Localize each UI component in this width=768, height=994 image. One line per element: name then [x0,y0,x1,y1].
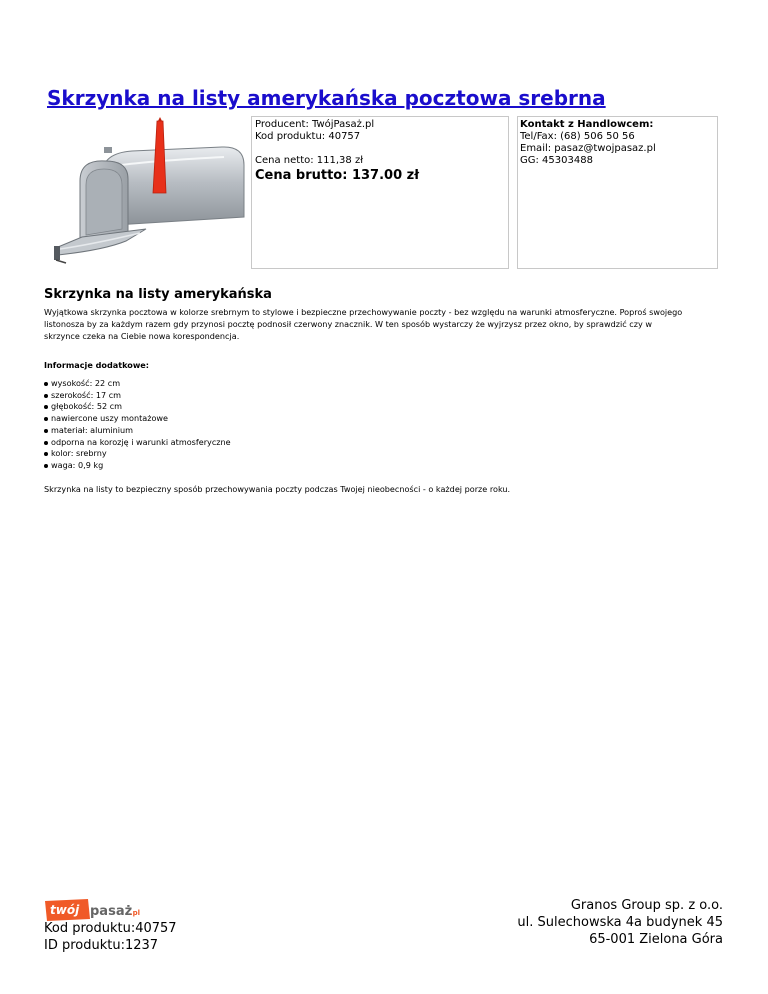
footer-product-info [44,920,177,954]
twojpasaz-logo [44,898,144,922]
contact-gg: GG: 45303488 [520,155,593,166]
company-city: 65-001 Zielona Góra [589,932,723,947]
product-info-box [251,116,509,269]
feature-item: wysokość: 22 cm [44,378,231,390]
description-text: Wyjątkowa skrzynka pocztowa w kolorze srebrnym to stylowe i bezpieczne przechowywanie poczty - bez względu na warunki atmosferyczne. Poproś swojego listonosza by za każdym razem gdy przynosi pocztę podnosił czerwony znacznik. W ten sposób wystarczy że wyjrzysz przez okno, by sprawdzić czy w skrzynce czeka na Ciebie nowa korespondencja. [44,307,683,341]
feature-item: szerokość: 17 cm [44,390,231,402]
feature-item: waga: 0,9 kg [44,460,231,472]
producer-label: Producent: TwójPasaż.pl [255,119,375,130]
feature-item: nawiercone uszy montażowe [44,413,231,425]
description-title: Skrzynka na listy amerykańska [44,287,272,302]
gross-price: Cena brutto: 137.00 zł [255,168,420,183]
svg-text:twój: twój [50,903,80,917]
footer-product-id: ID produktu:1237 [44,938,159,953]
feature-item: głębokość: 52 cm [44,401,231,413]
contact-heading: Kontakt z Handlowcem: [520,119,654,130]
feature-list [44,378,231,472]
footer-product-code: Kod produktu:40757 [44,921,177,936]
contact-email: Email: pasaz@twojpasaz.pl [520,143,656,154]
company-name: Granos Group sp. z o.o. [570,898,723,913]
feature-item: kolor: srebrny [44,448,231,460]
company-street: ul. Sulechowska 4a budynek 45 [517,915,723,930]
net-price: Cena netto: 111,38 zł [255,155,364,166]
feature-item: materiał: aluminium [44,425,231,437]
svg-text:pasaż: pasaż [90,904,133,919]
additional-info-heading: Informacje dodatkowe: [44,360,150,370]
contact-box [517,116,718,269]
contact-phone: Tel/Fax: (68) 506 50 56 [520,131,635,142]
product-code-label: Kod produktu: 40757 [255,131,361,142]
feature-item: odporna na korozję i warunki atmosferyczne [44,437,231,449]
mailbox-image [44,113,249,270]
svg-text:.pl: .pl [130,909,141,917]
closing-text: Skrzynka na listy to bezpieczny sposób przechowywania poczty podczas Twojej nieobecności - o każdej porze roku. [44,484,511,494]
product-title-link[interactable]: Skrzynka na listy amerykańska pocztowa srebrna [47,86,606,110]
footer-company-address [517,897,723,948]
